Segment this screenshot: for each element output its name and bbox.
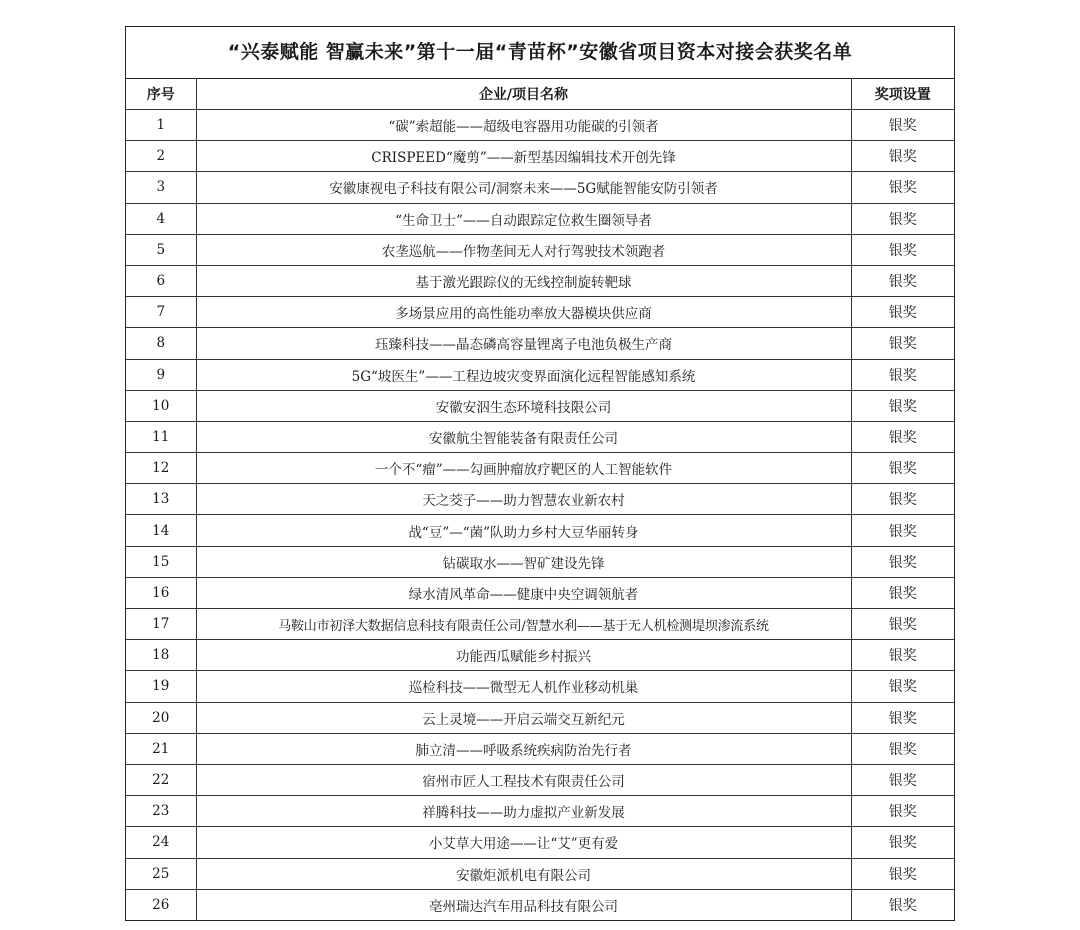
row-name: 宿州市匠人工程技术有限责任公司 xyxy=(196,764,851,795)
table-row xyxy=(126,141,954,172)
row-name: 亳州瑞达汽车用品科技有限公司 xyxy=(196,889,851,920)
table-row xyxy=(126,546,954,577)
row-award: 银奖 xyxy=(851,328,954,359)
row-name: 安徽康视电子科技有限公司/洞察未来——5G赋能智能安防引领者 xyxy=(196,172,851,203)
table-row xyxy=(126,609,954,640)
row-award: 银奖 xyxy=(851,484,954,515)
row-no: 25 xyxy=(126,858,196,889)
row-no: 3 xyxy=(126,172,196,203)
row-award: 银奖 xyxy=(851,390,954,421)
row-no: 13 xyxy=(126,484,196,515)
row-no: 16 xyxy=(126,577,196,608)
row-name: 一个不“瘤”——勾画肿瘤放疗靶区的人工智能软件 xyxy=(196,453,851,484)
row-no: 22 xyxy=(126,764,196,795)
table-row xyxy=(126,764,954,795)
table-row xyxy=(126,390,954,421)
table-row xyxy=(126,858,954,889)
row-no: 10 xyxy=(126,390,196,421)
row-no: 19 xyxy=(126,671,196,702)
row-name: 天之茭子——助力智慧农业新农村 xyxy=(196,484,851,515)
row-name: 祥腾科技——助力虚拟产业新发展 xyxy=(196,796,851,827)
row-award: 银奖 xyxy=(851,453,954,484)
row-award: 银奖 xyxy=(851,546,954,577)
row-award: 银奖 xyxy=(851,827,954,858)
row-name: 小艾草大用途——让“艾”更有爱 xyxy=(196,827,851,858)
row-award: 银奖 xyxy=(851,141,954,172)
row-award: 银奖 xyxy=(851,297,954,328)
row-award: 银奖 xyxy=(851,640,954,671)
header-row xyxy=(126,79,954,110)
row-award: 银奖 xyxy=(851,203,954,234)
row-award: 银奖 xyxy=(851,265,954,296)
row-no: 5 xyxy=(126,234,196,265)
award-list-sheet xyxy=(125,26,955,921)
row-no: 9 xyxy=(126,359,196,390)
table-row xyxy=(126,453,954,484)
table-row xyxy=(126,702,954,733)
row-name: 功能西瓜赋能乡村振兴 xyxy=(196,640,851,671)
row-award: 银奖 xyxy=(851,702,954,733)
table-row xyxy=(126,297,954,328)
row-no: 11 xyxy=(126,421,196,452)
row-name: 安徽航尘智能装备有限责任公司 xyxy=(196,421,851,452)
row-name: 基于激光跟踪仪的无线控制旋转靶球 xyxy=(196,265,851,296)
row-no: 4 xyxy=(126,203,196,234)
table-row xyxy=(126,421,954,452)
row-award: 银奖 xyxy=(851,671,954,702)
award-table xyxy=(126,79,954,920)
row-award: 银奖 xyxy=(851,421,954,452)
row-no: 26 xyxy=(126,889,196,920)
table-row xyxy=(126,733,954,764)
row-name: 云上灵境——开启云端交互新纪元 xyxy=(196,702,851,733)
row-no: 17 xyxy=(126,609,196,640)
row-award: 银奖 xyxy=(851,359,954,390)
row-award: 银奖 xyxy=(851,889,954,920)
row-award: 银奖 xyxy=(851,172,954,203)
table-row xyxy=(126,265,954,296)
table-row xyxy=(126,328,954,359)
row-award: 银奖 xyxy=(851,234,954,265)
row-no: 7 xyxy=(126,297,196,328)
row-no: 12 xyxy=(126,453,196,484)
row-award: 银奖 xyxy=(851,577,954,608)
row-award: 银奖 xyxy=(851,733,954,764)
row-award: 银奖 xyxy=(851,796,954,827)
table-row xyxy=(126,110,954,141)
table-row xyxy=(126,484,954,515)
row-award: 银奖 xyxy=(851,764,954,795)
row-name: 钻碳取水——智矿建设先锋 xyxy=(196,546,851,577)
table-row xyxy=(126,796,954,827)
header-no: 序号 xyxy=(126,79,196,110)
row-award: 银奖 xyxy=(851,515,954,546)
table-row xyxy=(126,577,954,608)
row-name: 珏臻科技——晶态磷高容量锂离子电池负极生产商 xyxy=(196,328,851,359)
row-name: 多场景应用的高性能功率放大器模块供应商 xyxy=(196,297,851,328)
row-no: 15 xyxy=(126,546,196,577)
row-no: 18 xyxy=(126,640,196,671)
row-award: 银奖 xyxy=(851,110,954,141)
row-no: 1 xyxy=(126,110,196,141)
document-title: “兴泰赋能 智赢未来”第十一届“青苗杯”安徽省项目资本对接会获奖名单 xyxy=(126,27,954,79)
row-name: 巡检科技——微型无人机作业移动机巢 xyxy=(196,671,851,702)
row-no: 6 xyxy=(126,265,196,296)
row-name: 绿水清风革命——健康中央空调领航者 xyxy=(196,577,851,608)
row-name: 安徽炬派机电有限公司 xyxy=(196,858,851,889)
row-no: 8 xyxy=(126,328,196,359)
row-no: 2 xyxy=(126,141,196,172)
table-row xyxy=(126,234,954,265)
row-name: CRISPEED“魔剪”——新型基因编辑技术开创先锋 xyxy=(196,141,851,172)
table-row xyxy=(126,172,954,203)
row-name: 战“豆”—“菌”队助力乡村大豆华丽转身 xyxy=(196,515,851,546)
table-row xyxy=(126,359,954,390)
row-no: 20 xyxy=(126,702,196,733)
row-name: “碳”索超能——超级电容器用功能碳的引领者 xyxy=(196,110,851,141)
table-row xyxy=(126,203,954,234)
row-no: 23 xyxy=(126,796,196,827)
row-name: “生命卫士”——自动跟踪定位救生圈领导者 xyxy=(196,203,851,234)
row-award: 银奖 xyxy=(851,858,954,889)
row-award: 银奖 xyxy=(851,609,954,640)
row-name: 马鞍山市初泽大数据信息科技有限责任公司/智慧水利——基于无人机检测堤坝渗流系统 xyxy=(196,609,851,640)
row-no: 24 xyxy=(126,827,196,858)
row-no: 21 xyxy=(126,733,196,764)
row-name: 安徽安泅生态环境科技限公司 xyxy=(196,390,851,421)
table-row xyxy=(126,671,954,702)
table-row xyxy=(126,640,954,671)
row-name: 农垄巡航——作物垄间无人对行驾驶技术领跑者 xyxy=(196,234,851,265)
row-name: 5G“坡医生”——工程边坡灾变界面演化远程智能感知系统 xyxy=(196,359,851,390)
header-award: 奖项设置 xyxy=(851,79,954,110)
row-name: 肺立清——呼吸系统疾病防治先行者 xyxy=(196,733,851,764)
header-name: 企业/项目名称 xyxy=(196,79,851,110)
row-no: 14 xyxy=(126,515,196,546)
table-row xyxy=(126,827,954,858)
table-row xyxy=(126,889,954,920)
table-row xyxy=(126,515,954,546)
